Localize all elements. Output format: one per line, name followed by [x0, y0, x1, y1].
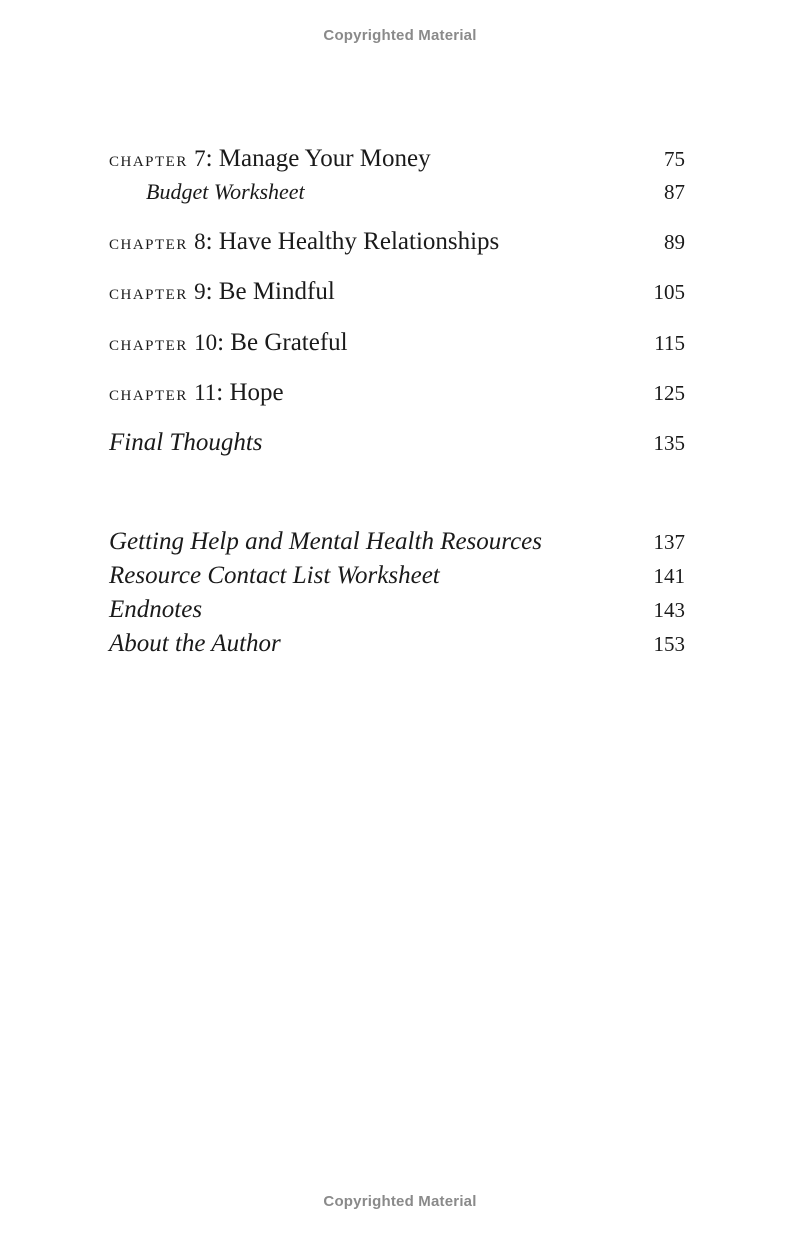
- chapter-title: Manage Your Money: [218, 145, 431, 172]
- toc-entry-endnotes[interactable]: [109, 593, 685, 627]
- chapter-number: 10: [194, 330, 218, 355]
- section-title: Endnotes: [109, 596, 203, 623]
- page-number: 141: [653, 564, 685, 588]
- toc-entry-text: chapter 10: Be Grateful: [109, 329, 348, 356]
- toc-entry-text: chapter 7: Manage Your Money: [109, 145, 431, 172]
- chapter-number: 9: [194, 279, 206, 304]
- page-number: 153: [653, 632, 685, 656]
- section-title: Budget Worksheet: [146, 179, 305, 204]
- page-number: 135: [653, 431, 685, 455]
- copyright-watermark-bottom: Copyrighted Material: [323, 1193, 477, 1210]
- toc-entry-chapter-11[interactable]: [109, 376, 685, 410]
- toc-entry-final-thoughts[interactable]: [109, 426, 685, 460]
- toc-entry-chapter-8[interactable]: [109, 225, 685, 259]
- page-number: 115: [654, 331, 685, 355]
- chapter-title: Have Healthy Relationships: [218, 228, 500, 255]
- page-number: 137: [653, 530, 685, 554]
- copyright-watermark-top: Copyrighted Material: [323, 27, 477, 44]
- chapter-title: Hope: [229, 379, 284, 406]
- chapter-label: chapter: [109, 230, 188, 254]
- toc-entry-text: chapter 8: Have Healthy Relationships: [109, 228, 500, 255]
- section-title: Final Thoughts: [109, 429, 263, 456]
- chapter-label: chapter: [109, 147, 188, 171]
- chapter-number: 8: [194, 229, 206, 254]
- page-number: 105: [653, 280, 685, 304]
- toc-entry-chapter-7[interactable]: [109, 142, 685, 176]
- section-title: Getting Help and Mental Health Resources: [109, 528, 543, 555]
- toc-entry-chapter-10[interactable]: [109, 326, 685, 360]
- chapter-label: chapter: [109, 331, 188, 355]
- chapter-number: 11: [194, 380, 217, 405]
- chapter-title: Be Mindful: [218, 278, 335, 305]
- toc-entry-chapter-9[interactable]: [109, 275, 685, 309]
- page-number: 87: [664, 180, 685, 204]
- toc-entry-text: chapter 11: Hope: [109, 379, 284, 406]
- page-number: 125: [653, 381, 685, 405]
- chapter-number: 7: [194, 146, 206, 171]
- section-title: Resource Contact List Worksheet: [109, 562, 440, 589]
- toc-entry-resource-contact-list[interactable]: [109, 559, 685, 593]
- page-number: 143: [653, 598, 685, 622]
- toc-entry-budget-worksheet[interactable]: [109, 175, 685, 209]
- page-number: 89: [664, 230, 685, 254]
- toc-entry-text: chapter 9: Be Mindful: [109, 278, 335, 305]
- toc-entry-about-the-author[interactable]: [109, 627, 685, 661]
- page-number: 75: [664, 147, 685, 171]
- toc-entry-mental-health-resources[interactable]: [109, 525, 685, 559]
- chapter-title: Be Grateful: [230, 329, 348, 356]
- chapter-label: chapter: [109, 381, 188, 405]
- section-title: About the Author: [109, 630, 281, 657]
- chapter-label: chapter: [109, 280, 188, 304]
